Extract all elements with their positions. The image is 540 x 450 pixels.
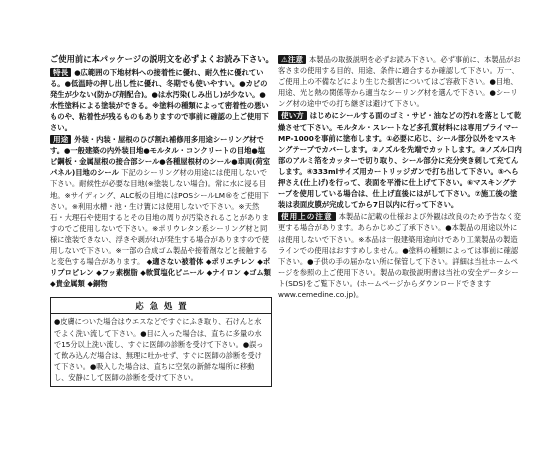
caution-section <box>278 54 522 109</box>
intro-notice: ご使用前に本パッケージの説明文を必ずよくお読み下さい。 <box>50 54 274 64</box>
right-column <box>278 54 522 301</box>
usage-text: ①必要に応じ、シール部分以外をマスキングテープでカバーします。②ノズルを先端でカットします。③ノズル口内部のアルミ箔をカッターで切り取り、シール部分に充分突き刺して充てんします。④333mlサイズ用カートリッジガンで打ち出して下さい。⑤へら押さえ(仕上げ)を行って、表面を平滑に仕上げて下さい。⑥マスキングテープを使用している場合は、仕上げ直後にはがして下さい。⑦施工後の塗装は表面皮膜が完成してから7日以内に行って下さい。 <box>278 133 522 210</box>
first-aid-title: 応急処置 <box>51 298 271 314</box>
uses-text-bold: 外装・内装・屋根のひび割れ補修用多用途シーリング材です。 <box>50 135 264 156</box>
caution-tag <box>278 55 306 64</box>
first-aid-box <box>50 297 272 386</box>
left-column <box>50 54 272 387</box>
usage-caution-section <box>278 211 522 300</box>
not-suitable-list: ◆適さない被着体 ◆ポリエチレン ◆ポリプロピレン ◆フッ素樹脂 ◆軟質塩化ビニール ◆ナイロン ◆ゴム類 ◆貴金属類 ◆銅物 <box>50 257 271 289</box>
features-tag: 特長 <box>50 68 71 77</box>
caution-text: 本製品の取扱説明を必ずお読み下さい。必ず事前に、本製品がお客さまの使用する目的、用途、条件に適合するか確認して下さい。万一、ご使用上の不備などにより生じた損害についてはご容赦下さい。●目地、用途、光と熱の関係等から適当なシーリング材を選んで下さい。●シーリング材の途中での打ち継ぎは避けて下さい。 <box>278 55 521 109</box>
usage-text-bold: はじめにシールする面のゴミ・サビ・油などの汚れを落として乾燥させて下さい。モルタル・スレートなど多孔質材料には専用プライマーMP-1000を事前に塗布します。 <box>278 111 522 143</box>
uses-section <box>50 134 272 289</box>
uses-notes: 下記のシーリング材の用途には使用しないで下さい。耐候性が必要な目地(※塗装しない場合)。常に水に浸る目地。※サイディング、ALC板の目地にはPOSシールLM®をご使用下さい。※利用水槽・池・生け簀には使用しないで下さい。※天然石・大理石や使用するとその目地の周りが汚染されることがありますのでご使用しないで下さい。※ポリウレタン系シーリング材と同様に塗装できない、浮きや剥がれが発生する場合がありますので使用しないで下さい。※一部の合成ゴム製品や接着剤などと接触すると変色する場合があります。 <box>50 168 269 267</box>
first-aid-text: ●皮膚についた場合はウエスなどですぐにふき取り、石けんと水でよく洗い流して下さい。●目に入った場合は、直ちに多量の水で15分以上洗い流し、すぐに医師の診断を受けて下さい。●誤って飲み込んだ場合は、無理に吐かせず、すぐに医師の診断を受けて下さい。●吸入した場合は、直ちに空気の新鮮な場所に移動し、安静にして医師の診断を受けて下さい。 <box>54 317 264 383</box>
warning-icon: ⚠ <box>281 55 288 64</box>
uses-text: ●一般建築の内外装目地●モルタル・コンクリートの目地●塩ビ鋼板・金属屋根の接合部シール●各種屋根材のシール●車両(荷室パネル)目地のシール <box>50 146 271 178</box>
features-section <box>50 67 272 134</box>
usage-section <box>278 110 522 210</box>
usage-tag: 使い方 <box>278 111 307 120</box>
features-text: ●広範囲の下地材料への接着性に優れ、耐久性に優れている。●低温時の押し出し性に優れ、冬期でも使いやすい。●カビの発生が少ない(防かび剤配合)。●は水汚染(しみ出し)が少ない。●水性塗料による塗装ができる。※塗料の種類によって密着性の悪いものや、粘着性が残るものもありますので事前に確認の上ご使用下さい。 <box>50 67 269 132</box>
uses-tag: 用途 <box>50 135 71 144</box>
caution-tag-label: 注意 <box>287 55 303 64</box>
usage-caution-tag: 使用上の注意 <box>278 212 336 221</box>
usage-caution-text: 本製品に記載の仕様および外観は改良のため予告なく変更する場合があります。あらかじめご了承下さい。●本製品の用途以外には使用しないで下さい。※本品は一般建築用途向けであり工業製品の製造ラインでの使用はおすすめしません。●塗料の種類によっては事前に確認下さい。●子供の手の届かない所に保管して下さい。詳細は当社ホームページを参照の上ご使用下さい。製品の取扱説明書は当社の安全データシート(SDS)をご覧下さい。(ホームページからダウンロードできます www.cemedine.co.jp)。 <box>278 212 521 299</box>
